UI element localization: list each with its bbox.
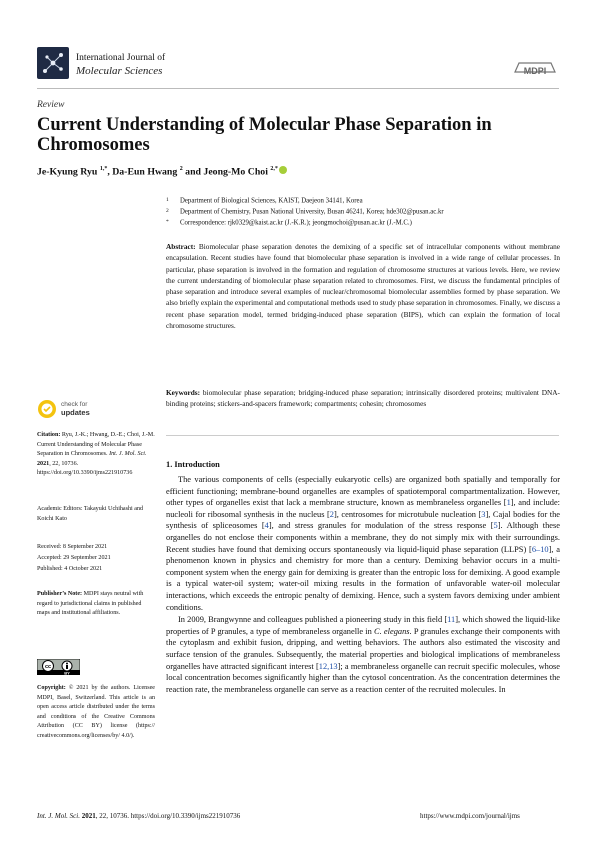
publisher-name: MDPI <box>523 66 547 76</box>
citation-link[interactable]: 11 <box>447 615 456 625</box>
author-1: Je-Kyung Ryu <box>37 166 98 178</box>
section-heading: 1. Introduction <box>166 460 220 469</box>
footer-citation <box>37 812 240 820</box>
article-title: Current Understanding of Molecular Phase Separation in Chromosomes <box>37 115 492 155</box>
affiliation-number: 2 <box>166 208 169 214</box>
check-for-updates-badge[interactable] <box>37 399 127 419</box>
keywords-label: Keywords: <box>166 388 201 397</box>
citation-link[interactable]: 2 <box>329 509 334 519</box>
abstract-label: Abstract: <box>166 242 196 251</box>
check-updates-line1: check for <box>61 401 88 408</box>
affiliation-text: Correspondence: rjk0329@kaist.ac.kr (J.-K.R.); jeongmochoi@pusan.ac.kr (J.-M.C.) <box>180 219 412 227</box>
cc-label: cc <box>44 664 52 670</box>
journal-logo <box>37 47 69 79</box>
check-updates-line2: updates <box>61 408 90 417</box>
citation-link[interactable]: 1 <box>506 498 511 508</box>
author-2-affil: 2 <box>179 166 183 172</box>
copyright-text: © 2021 by the authors. Licensee MDPI, Basel, Switzerland. This article is an open access article distributed under the terms and conditions of the Creative Commons Attribution (CC BY) license (https:// creativecommons.org/licenses/by/ 4.0/). <box>37 685 155 739</box>
published-date: Published: 4 October 2021 <box>37 566 103 572</box>
article-type: Review <box>37 100 65 110</box>
by-label: BY <box>64 670 70 675</box>
mdpi-logo <box>513 58 557 78</box>
header-divider <box>37 88 559 89</box>
abstract-divider <box>166 435 559 436</box>
citation-link[interactable]: 4 <box>264 521 269 531</box>
citation-link[interactable]: 3 <box>481 509 486 519</box>
publisher-note <box>37 590 155 619</box>
abstract-text: Biomolecular phase separation denotes the demixing of a specific set of intracellular components without membrane encapsulation. Recent studies have found that biomolecular phase separation is involved in a wide range of cellular processes. In particular, phase separation is involved in the formation and regulation of chromosome structures at various levels. Here, we review the current understanding of biomolecular phase separation related to chromosomes. First, we discuss the fundamental principles of phase separation and introduce several examples of nuclear/chromosomal biomolecular assemblies formed by phase separation. We also briefly explain the experimental and computational methods used to study phase separation in chromosomes. Finally, we discuss a recent phase separation model, termed bridging-induced phase separation (BIPS), which can explain the formation of local chromosome structures. <box>166 242 560 331</box>
accepted-date: Accepted: 29 September 2021 <box>37 555 111 561</box>
footer-doi[interactable]: , 22, 10736. https://doi.org/10.3390/ijms221910736 <box>95 812 241 820</box>
citation-journal: Int. J. Mol. Sci. <box>109 451 147 458</box>
author-2: , Da-Eun Hwang <box>107 166 178 178</box>
citation-text: Ryu, J.-K.; Hwang, D.-E.; Choi, J.-M. Current Understanding of Molecular Phase Separation in Chromosomes. <box>37 432 155 458</box>
abstract <box>166 241 560 331</box>
correspondence <box>166 219 412 227</box>
citation-year: 2021 <box>37 460 50 467</box>
journal-name-line2: Molecular Sciences <box>76 65 163 77</box>
affiliation-text: Department of Chemistry, Pusan National University, Busan 46241, Korea; hde302@pusan.ac.kr <box>180 208 444 216</box>
publisher-note-text: MDPI stays neutral with regard to jurisdictional claims in published maps and institutional affiliations. <box>37 591 144 617</box>
body-text <box>166 474 560 695</box>
academic-editors: Academic Editors: Takayuki Uchihashi and Koichi Kato <box>37 506 144 522</box>
copyright-label: Copyright: <box>37 685 66 691</box>
affiliation-number: * <box>166 219 169 225</box>
affiliation-2 <box>166 208 444 216</box>
keywords-text: biomolecular phase separation; bridging-induced phase separation; intrinsically disordered proteins; multivalent DNA-binding proteins; stickers-and-spacers framework; compartments; cohesin; chromosomes <box>166 388 560 409</box>
author-list <box>37 166 287 177</box>
paragraph-1: The various components of cells (especially eukaryotic cells) are organized both spatially and temporally for efficient functioning; membrane-bound organelles are examples of spatiotemporal compartmentalization. However, other types of organelles exist that lack a membrane structure, known as membraneless organelles [1], and include: nucleoli for ribosomal synthesis in the nucleus [2], centrosomes for microtubule nucleation [3], Cajal bodies for the synthesis of spliceosomes [4], and stress granules for modulation of the stress response [5]. Although these organelles do not enclose their components within a membrane, they do not simply mix with their surroundings. Recent studies have found that demixing occurs spontaneously via liquid-liquid phase separation (LLPS) [6–10], a phenomenon known in physics and chemistry for more than a century. Demixing behavior occurs in a multi-component system when the energy gain for demixing is greater than the entropic loss for demixing. A good example is a typical water-oil system; water-oil mixing results in the formation of unfavorable water-oil molecular interactions, which exceeds the entropic penalty of demixing. Hence, such a system favors demixing under ambient conditions. <box>166 475 561 612</box>
check-updates-icon <box>37 399 57 419</box>
citation-doi[interactable]: , 22, 10736. https://doi.org/10.3390/ijms221910736 <box>37 460 133 477</box>
keywords <box>166 387 560 410</box>
affiliation-number: 1 <box>166 197 169 203</box>
citation-link[interactable]: 12,13 <box>318 661 338 671</box>
copyright-block <box>37 684 155 742</box>
affiliation-1 <box>166 197 363 205</box>
cc-by-icon <box>37 659 80 675</box>
received-date: Received: 8 September 2021 <box>37 544 108 550</box>
publisher-note-label: Publisher’s Note: <box>37 591 83 597</box>
citation-link[interactable]: 6–10 <box>531 544 549 554</box>
author-1-affil: 1,* <box>99 166 108 172</box>
paragraph-2: In 2009, Brangwynne and colleagues published a pioneering study in this field [11], which showed the liquid-like properties of P granules, a type of membraneless organelle in C. elegans. P granules exchange their components with the cytoplasm and exhibit fusion, dripping, and wetting behaviors. The authors also estimated the viscosity and surface tension of the granules. Subsequently, the material properties and biological implications of membraneless organelles have attracted significant interest [12,13]; a membraneless organelle can recruit specific molecules, whose local concentration becomes significantly higher than the cytosol concentration. As the concentration determines the reaction rate, the membraneless organelle can serve as a reaction center of the recruited molecules. In <box>166 615 560 694</box>
molecule-icon <box>37 47 69 79</box>
cc-by-license-badge[interactable] <box>37 659 80 675</box>
journal-name-line1: International Journal of <box>76 53 166 63</box>
footer-journal: Int. J. Mol. Sci. <box>37 812 80 820</box>
footer-year: 2021 <box>81 812 96 820</box>
author-3: and Jeong-Mo Choi <box>182 166 268 178</box>
citation-label: Citation: <box>37 432 61 438</box>
affiliation-text: Department of Biological Sciences, KAIST, Daejeon 34141, Korea <box>180 197 363 205</box>
footer-journal-url[interactable]: https://www.mdpi.com/journal/ijms <box>420 812 520 820</box>
author-3-affil: 2,* <box>270 166 278 172</box>
orcid-icon[interactable] <box>279 166 287 174</box>
citation-block <box>37 431 155 479</box>
citation-link[interactable]: 5 <box>493 521 498 531</box>
